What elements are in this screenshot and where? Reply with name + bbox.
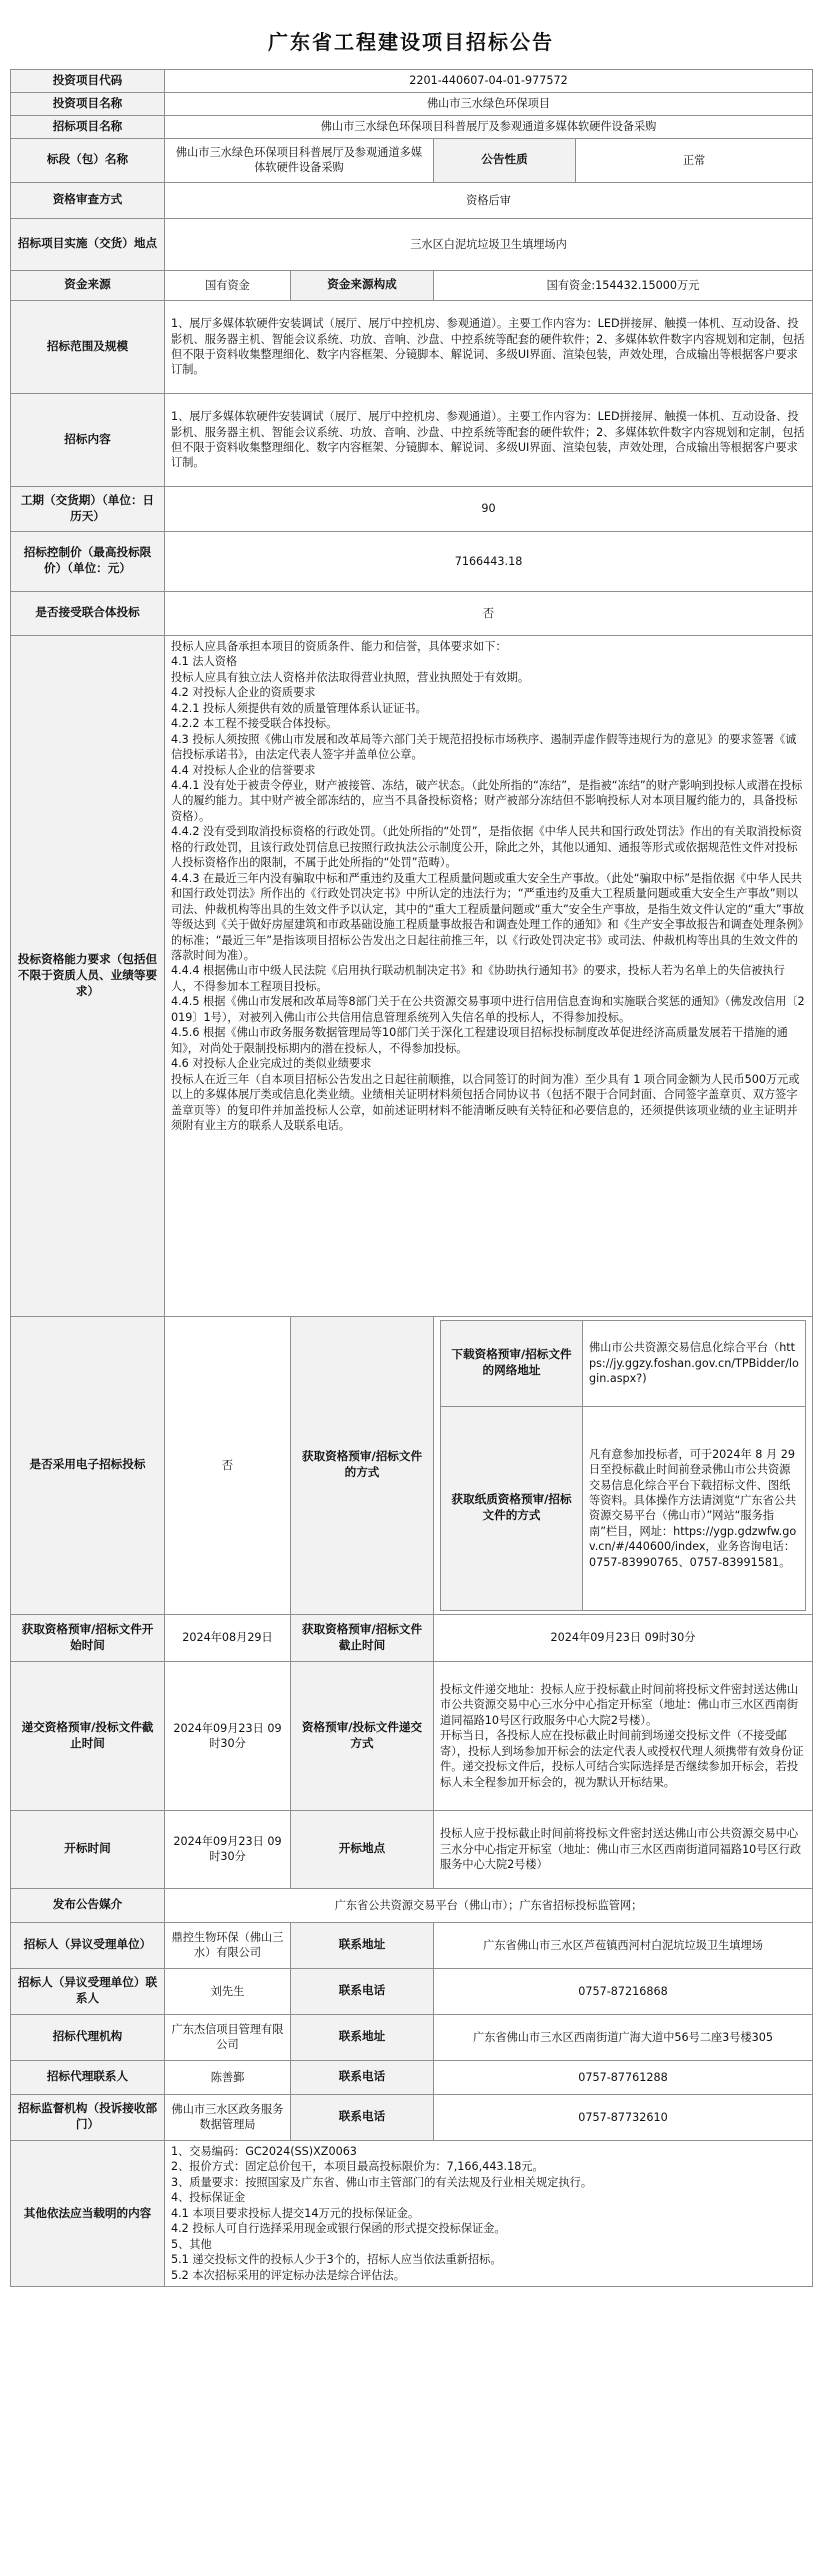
- agency-address-value: 广东省佛山市三水区西南街道广海大道中56号二座3号楼305: [434, 2014, 813, 2060]
- tender-project-name-value: 佛山市三水绿色环保项目科普展厅及参观通道多媒体软硬件设备采购: [165, 115, 813, 138]
- price-limit-label: 招标控制价（最高投标限价）（单位：元）: [11, 531, 165, 591]
- row-paper-method: [441, 1406, 806, 1610]
- content-label: 招标内容: [11, 393, 165, 486]
- agency-contact-value: 陈善鄞: [165, 2060, 291, 2094]
- other-label: 其他依法应当载明的内容: [11, 2140, 165, 2286]
- row-project-code: [11, 70, 813, 93]
- content-value: 1、展厅多媒体软硬件安装调试（展厅、展厅中控机房、参观通道）。主要工作内容为：LED拼接屏、触摸一体机、互动设备、投影机、服务器主机、智能会议系统、功放、音响、沙盘、中控系统等配套的硬件软件；2、多媒体软件数字内容规划和定制，包括但不限于资料收集整理细化、数字内容框架、分镜脚本、解说词、多级UI界面、渲染包装，声效处理，合成输出等根据客户要求订制。: [165, 393, 813, 486]
- scope-value: 1、展厅多媒体软硬件安装调试（展厅、展厅中控机房、参观通道）。主要工作内容为：LED拼接屏、触摸一体机、互动设备、投影机、服务器主机、智能会议系统、功放、音响、沙盘、中控系统等配套的硬件软件；2、多媒体软件数字内容规划和定制，包括但不限于资料收集整理细化、数字内容框架、分镜脚本、解说词、多级UI界面、渲染包装，声效处理，合成输出等根据客户要求订制。: [165, 300, 813, 393]
- requirements-value: 投标人应具备承担本项目的资质条件、能力和信誉，具体要求如下： 4.1 法人资格 投标人应具有独立法人资格并依法取得营业执照，营业执照处于有效期。 4.2 对投标人企业的资质要求 4.2.1 投标人须提供有效的质量管理体系认证证书。 4.2.2 本工程不接受联合体投标。 4.3 投标人须按照《佛山市发展和改革局等六部门关于规范招投标市场秩序、遏制弄虚作假等违规行为的意见》的要求签署《诚信投标承诺书》，由法定代表人签字并盖单位公章。 4.4 对投标人企业的信誉要求 4.4.1 没有处于被责令停业，财产被接管、冻结，破产状态。（此处所指的“冻结”，是指被“冻结”的财产影响到投标人或潜在投标人的履约能力。其中财产被全部冻结的，应当不具备投标资格；财产被部分冻结但不影响投标人对本项目履约能力的，具备投标资格）。 4.4.2 没有受到取消投标资格的行政处罚。（此处所指的“处罚”，是指依据《中华人民共和国行政处罚法》作出的有关取消投标资格的行政处罚，且该行政处罚信息已按照行政执法公示制度公开，除此之外，其他以通知、通报等形式或依据规范性文件对投标人投标资格作出的限制，不属于此处所指的“处罚”范畴）。 4.4.3 在最近三年内没有骗取中标和严重违约及重大工程质量问题或重大安全生产事故。（此处“骗取中标”是指依据《中华人民共和国行政处罚法》所作出的《行政处罚决定书》中所认定的违法行为；“严重违约及重大工程质量问题或重大安全生产事故”则以司法、仲裁机构等出具的生效文件予以认定，其中的“重大工程质量问题或“重大”安全生产事故，是指生效文件认定的“重大”事故等级达到《关于做好房屋建筑和市政基础设施工程质量事故报告和调查处理工作的通知》和《生产安全事故报告和调查处理条例》的标准；“最近三年”是指该项目招标公告发出之日起往前推三年，以《行政处罚决定书》或司法、仲裁机构等出具的生效文件的落款时间为准）。 4.4.4 根据佛山市中级人民法院《启用执行联动机制决定书》和《协助执行通知书》的要求，投标人若为名单上的失信被执行人，不得参加本工程项目投标。 4.4.5 根据《佛山市发展和改革局等8部门关于在公共资源交易事项中进行信用信息查询和实施联合奖惩的通知》（佛发改信用〔2019〕1号），对被列入佛山市公共信用信息管理系统列入失信名单的投标人，不得参加投标。 4.5.6 根据《佛山市政务服务数据管理局等10部门关于深化工程建设项目招标投标制度改革促进经济高质量发展若干措施的通知》，对尚处于限制投标期内的潜在投标人，不得参加投标。 4.6 对投标人企业完成过的类似业绩要求 投标人在近三年（自本项目招标公告发出之日起往前顺推，以合同签订的时间为准）至少具有 1 项合同金额为人民币500万元或以上的多媒体展厅类或信息化类业绩。业绩相关证明材料须包括合同协议书（包括不限于合同封面、合同签字盖章页、双方签字盖章页等）的复印件并加盖投标人公章，如前述证明材料不能清晰反映有关特征和必要信息的，还须提供该项业绩的业主证明并须附有业主方的联系人及联系电话。: [165, 635, 813, 1316]
- location-value: 三水区白泥坑垃圾卫生填埋场内: [165, 218, 813, 270]
- row-location: [11, 218, 813, 270]
- supervisor-value: 佛山市三水区政务服务数据管理局: [165, 2094, 291, 2140]
- notice-nature-value: 正常: [576, 138, 813, 182]
- submission-deadline-label: 递交资格预审/投标文件截止时间: [11, 1661, 165, 1810]
- tenderer-address-value: 广东省佛山市三水区芦苞镇西河村白泥坑垃圾卫生填埋场: [434, 1922, 813, 1968]
- qualification-review-label: 资格审查方式: [11, 182, 165, 218]
- electronic-value: 否: [165, 1316, 291, 1614]
- opening-place-label: 开标地点: [291, 1810, 434, 1888]
- row-opening: [11, 1810, 813, 1888]
- notice-nature-label: 公告性质: [434, 138, 576, 182]
- tenderer-phone-label: 联系电话: [291, 1968, 434, 2014]
- doc-start-label: 获取资格预审/招标文件开始时间: [11, 1614, 165, 1661]
- supervisor-phone-label: 联系电话: [291, 2094, 434, 2140]
- row-agency-contact: [11, 2060, 813, 2094]
- duration-label: 工期（交货期）（单位：日历天）: [11, 486, 165, 531]
- doc-method-cell: [434, 1316, 813, 1614]
- download-address-value: 佛山市公共资源交易信息化综合平台（https://jy.ggzy.foshan.gov.cn/TPBidder/login.aspx?): [583, 1320, 806, 1406]
- location-label: 招标项目实施（交货）地点: [11, 218, 165, 270]
- row-qualification-review: [11, 182, 813, 218]
- page-title: 广东省工程建设项目招标公告: [268, 30, 554, 54]
- doc-start-value: 2024年08月29日: [165, 1614, 291, 1661]
- supervisor-phone-value: 0757-87732610: [434, 2094, 813, 2140]
- row-media: [11, 1888, 813, 1922]
- funding-label: 资金来源: [11, 270, 165, 300]
- tender-project-name-label: 招标项目名称: [11, 115, 165, 138]
- funding-composition-label: 资金来源构成: [291, 270, 434, 300]
- row-agency: [11, 2014, 813, 2060]
- project-code-label: 投资项目代码: [11, 70, 165, 93]
- agency-contact-label: 招标代理联系人: [11, 2060, 165, 2094]
- submission-method-label: 资格预审/投标文件递交方式: [291, 1661, 434, 1810]
- scope-label: 招标范围及规模: [11, 300, 165, 393]
- duration-value: 90: [165, 486, 813, 531]
- media-value: 广东省公共资源交易平台（佛山市）；广东省招标投标监管网；: [165, 1888, 813, 1922]
- tenderer-contact-value: 刘先生: [165, 1968, 291, 2014]
- tenderer-value: 鼎控生物环保（佛山三水）有限公司: [165, 1922, 291, 1968]
- doc-end-label: 获取资格预审/招标文件截止时间: [291, 1614, 434, 1661]
- media-label: 发布公告媒介: [11, 1888, 165, 1922]
- notice-table: [10, 69, 813, 2287]
- doc-method-table: [440, 1320, 806, 1611]
- row-scope: [11, 300, 813, 393]
- row-tenderer-contact: [11, 1968, 813, 2014]
- other-value: 1、交易编码：GC2024(SS)XZ0063 2、报价方式：固定总价包干，本项目最高投标限价为：7,166,443.18元。 3、质量要求：按照国家及广东省、佛山市主管部门的有关法规及行业相关规定执行。 4、投标保证金 4.1 本项目要求投标人提交14万元的投标保证金。 4.2 投标人可自行选择采用现金或银行保函的形式提交投标保证金。 5、其他 5.1 递交投标文件的投标人少于3个的，招标人应当依法重新招标。 5.2 本次招标采用的评定标办法是综合评估法。: [165, 2140, 813, 2286]
- project-name-value: 佛山市三水绿色环保项目: [165, 92, 813, 115]
- submission-method-value: 投标文件递交地址：投标人应于投标截止时间前将投标文件密封送达佛山市公共资源交易中心三水分中心指定开标室（地址：佛山市三水区西南街道同福路10号区行政服务中心大院2号楼）。 开标当日，各投标人应在投标截止时间前到场递交投标文件（不接受邮寄），投标人到场参加开标会的法定代表人或授权代理人须携带有效身份证件。递交投标文件后，投标人可结合实际选择是否继续参加开标会，若投标人未全程参加开标会的，视为默认开标结果。: [434, 1661, 813, 1810]
- funding-composition-value: 国有资金:154432.15000万元: [434, 270, 813, 300]
- consortium-label: 是否接受联合体投标: [11, 591, 165, 635]
- requirements-label: 投标资格能力要求（包括但不限于资质人员、业绩等要求）: [11, 635, 165, 1316]
- tenderer-phone-value: 0757-87216868: [434, 1968, 813, 2014]
- price-limit-value: 7166443.18: [165, 531, 813, 591]
- row-content: [11, 393, 813, 486]
- section-value: 佛山市三水绿色环保项目科普展厅及参观通道多媒体软硬件设备采购: [165, 138, 434, 182]
- opening-time-value: 2024年09月23日 09时30分: [165, 1810, 291, 1888]
- electronic-label: 是否采用电子招标投标: [11, 1316, 165, 1614]
- tenderer-address-label: 联系地址: [291, 1922, 434, 1968]
- submission-deadline-value: 2024年09月23日 09时30分: [165, 1661, 291, 1810]
- row-submission: [11, 1661, 813, 1810]
- row-tenderer: [11, 1922, 813, 1968]
- agency-address-label: 联系地址: [291, 2014, 434, 2060]
- supervisor-label: 招标监督机构（投诉接收部门）: [11, 2094, 165, 2140]
- row-consortium: [11, 591, 813, 635]
- agency-label: 招标代理机构: [11, 2014, 165, 2060]
- agency-phone-label: 联系电话: [291, 2060, 434, 2094]
- notice-page: [8, 0, 814, 2287]
- row-project-name: [11, 92, 813, 115]
- agency-value: 广东杰信项目管理有限公司: [165, 2014, 291, 2060]
- row-funding: [11, 270, 813, 300]
- paper-method-value: 凡有意参加投标者，可于2024年 8 月 29 日至投标截止时间前登录佛山市公共资源交易信息化综合平台下载招标文件、图纸等资料。具体操作方法请浏览“广东省公共资源交易平台（佛山市）”网站“服务指南”栏目，网址：https://ygp.gdzwfw.gov.cn/#/440600/index，业务咨询电话：0757-83990765、0757-83991581。: [583, 1406, 806, 1610]
- project-code-value: 2201-440607-04-01-977572: [165, 70, 813, 93]
- section-label: 标段（包）名称: [11, 138, 165, 182]
- row-supervisor: [11, 2094, 813, 2140]
- project-name-label: 投资项目名称: [11, 92, 165, 115]
- row-doc-time: [11, 1614, 813, 1661]
- row-requirements: [11, 635, 813, 1316]
- download-address-label: 下载资格预审/招标文件的网络地址: [441, 1320, 583, 1406]
- doc-end-value: 2024年09月23日 09时30分: [434, 1614, 813, 1661]
- opening-time-label: 开标时间: [11, 1810, 165, 1888]
- opening-place-value: 投标人应于投标截止时间前将投标文件密封送达佛山市公共资源交易中心三水分中心指定开标室（地址：佛山市三水区西南街道同福路10号区行政服务中心大院2号楼）: [434, 1810, 813, 1888]
- row-electronic: [11, 1316, 813, 1614]
- tenderer-contact-label: 招标人（异议受理单位）联系人: [11, 1968, 165, 2014]
- agency-phone-value: 0757-87761288: [434, 2060, 813, 2094]
- row-section: [11, 138, 813, 182]
- consortium-value: 否: [165, 591, 813, 635]
- row-download-address: [441, 1320, 806, 1406]
- row-price-limit: [11, 531, 813, 591]
- funding-value: 国有资金: [165, 270, 291, 300]
- paper-method-label: 获取纸质资格预审/招标文件的方式: [441, 1406, 583, 1610]
- qualification-review-value: 资格后审: [165, 182, 813, 218]
- doc-method-label: 获取资格预审/招标文件的方式: [291, 1316, 434, 1614]
- row-tender-project-name: [11, 115, 813, 138]
- row-duration: [11, 486, 813, 531]
- tenderer-label: 招标人（异议受理单位）: [11, 1922, 165, 1968]
- row-other: [11, 2140, 813, 2286]
